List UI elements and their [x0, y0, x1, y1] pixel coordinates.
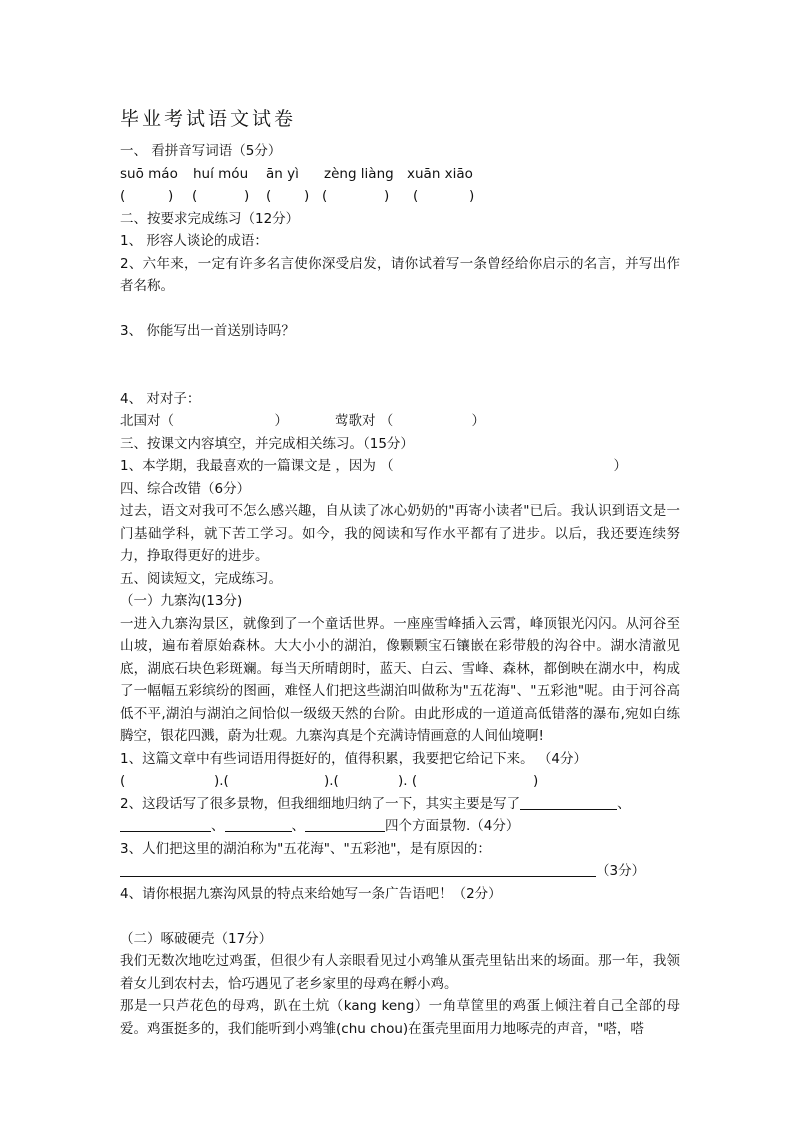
section-5-heading: 五、阅读短文，完成练习。 [120, 570, 282, 587]
question-2-3: 3、 你能写出一首送别诗吗？ [120, 323, 295, 339]
vocab-blank-2: ).( [214, 773, 229, 789]
question-2-4: 4、 对对子： [120, 390, 201, 407]
vocab-blank-5: ) [533, 773, 539, 789]
pinyin-1: suō máo [120, 165, 178, 182]
answer-blank-4[interactable] [305, 817, 385, 832]
vocab-blank-3: ).( [324, 773, 339, 789]
pinyin-row [120, 163, 680, 186]
bracket-close-5: ) [469, 188, 475, 204]
question-5-3-answer [120, 860, 680, 883]
answer-line[interactable] [120, 862, 596, 877]
section-3-heading: 三、按课文内容填空，并完成相关练习。（15分） [120, 435, 414, 452]
bracket-open-4: ( [322, 188, 328, 204]
bracket-open-1: ( [120, 188, 126, 204]
bracket-open-3: ( [266, 188, 272, 204]
pinyin-3: ān yì [266, 165, 299, 182]
pinyin-5: xuān xiāo [407, 165, 473, 182]
section-2-heading: 二、按要求完成练习（12分） [120, 210, 300, 227]
vocab-blank-4: ). ( [398, 773, 418, 789]
question-3-1-close: ） [613, 458, 627, 474]
couplet-row [120, 410, 680, 433]
vocab-blank-1: ( [120, 773, 126, 789]
separator-1: 、 [617, 795, 631, 812]
passage-1-body: 一进入九寨沟景区，就像到了一个童话世界。一座座雪峰插入云霄，峰顶银光闪闪。从河谷至山坡，遍布着原始森林。大大小小的湖泊，像颗颗宝石镶嵌在彩带般的沟谷中。湖水清澈见底，湖底石块色彩斑斓。每当天所晴朗时，蓝天、白云、雪峰、森林，都倒映在湖水中，构成了一幅幅五彩缤纷的图画，难怪人们把这些湖泊叫做称为"五花海"、"五彩池"呢。由于河谷高低不平,湖泊与湖泊之间恰似一级级天然的台阶。由此形成的一道道高低错落的瀑布,宛如白练腾空，银花四溅，蔚为壮观。九寨沟真是个充满诗情画意的人间仙境啊! [120, 615, 680, 744]
bracket-open-5: ( [413, 188, 419, 204]
question-5-2-text: 2、这段话写了很多景物，但我细细地归纳了一下，其实主要是写了 [120, 795, 521, 812]
question-3-1 [120, 455, 680, 478]
vocab-blanks-row [120, 770, 680, 793]
passage-2-title: （二）啄破硬壳（17分） [120, 930, 273, 947]
passage-2-para-2: 那是一只芦花色的母鸡，趴在土炕（kang keng）一角草筐里的鸡蛋上倾注着自己全部的母爱。鸡蛋挺多的，我们能听到小鸡雏(chu chou)在蛋壳里面用力地啄壳的声音，"嗒，嗒 [120, 998, 680, 1037]
separator-2: 、 [211, 818, 225, 834]
question-5-2-cont [120, 815, 680, 838]
pinyin-4: zèng liàng [324, 165, 394, 182]
separator-3: 、 [291, 818, 305, 834]
bracket-close-4: ) [384, 188, 390, 204]
bracket-close-2: ) [244, 188, 250, 204]
bracket-open-2: ( [192, 188, 198, 204]
section-4-heading: 四、综合改错（6分） [120, 480, 251, 497]
question-5-3: 3、人们把这里的湖泊称为"五花海"、"五彩池"，是有原因的： [120, 840, 491, 857]
correction-paragraph: 过去，语文对我可不怎么感兴趣，自从读了冰心奶奶的"再寄小读者"已后。我认识到语文是一门基础学科，就下苦工学习。如今，我的阅读和写作水平都有了进步。以后，我还要连续努力，挣取得更好的进步。 [120, 503, 680, 564]
couplet-right-close: ） [471, 413, 485, 429]
question-2-2: 2、六年来，一定有许多名言使你深受启发，请你试着写一条曾经给你启示的名言，并写出作者名称。 [120, 255, 680, 294]
couplet-left: 北国对（ [120, 413, 174, 429]
answer-blank-1[interactable] [520, 795, 617, 810]
pinyin-2: huí móu [193, 165, 249, 182]
question-5-2-score: 四个方面景物.（4分） [385, 818, 520, 834]
passage-2-para-1: 我们无数次地吃过鸡蛋，但很少有人亲眼看见过小鸡雏从蛋壳里钻出来的场面。那一年，我领着女儿到农村去，恰巧遇见了老乡家里的母鸡在孵小鸡。 [120, 953, 680, 992]
bracket-close-3: ) [304, 188, 310, 204]
answer-blank-2[interactable] [120, 817, 211, 832]
passage-1-title: （一）九寨沟(13分) [120, 593, 243, 609]
answer-brackets-row [120, 185, 680, 208]
section-1-heading: 一、 看拼音写词语（5分） [120, 143, 282, 159]
question-5-4: 4、请你根据九寨沟风景的特点来给她写一条广告语吧！（2分） [120, 885, 502, 902]
couplet-left-close: ） [274, 413, 288, 429]
question-2-1: 1、 形容人谈论的成语： [120, 233, 268, 249]
couplet-right: 莺歌对 （ [335, 413, 394, 429]
question-5-2 [120, 793, 680, 816]
exam-content [120, 140, 680, 1040]
answer-blank-3[interactable] [225, 817, 292, 832]
question-5-1: 1、这篇文章中有些词语用得挺好的，值得积累，我要把它给记下来。 （4分） [120, 750, 587, 767]
question-5-3-score: （3分） [596, 863, 646, 879]
page-title: 毕业考试语文试卷 [120, 108, 297, 130]
bracket-close-1: ) [168, 188, 174, 204]
question-3-1-text: 1、本学期，我最喜欢的一篇课文是 ，因为 （ [120, 458, 394, 474]
